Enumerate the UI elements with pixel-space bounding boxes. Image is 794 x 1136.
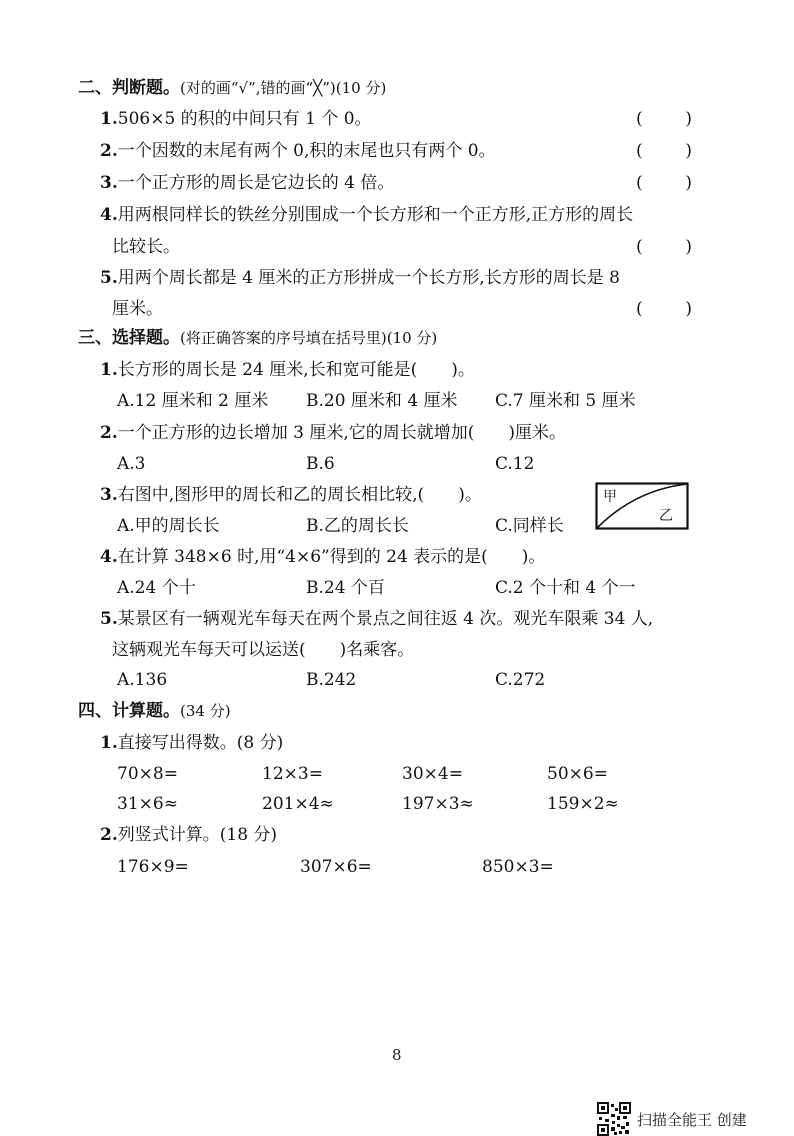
vertical-calc[interactable]: 850×3=: [482, 857, 554, 877]
direct-calc[interactable]: 70×8=: [117, 764, 178, 784]
option-a[interactable]: A.12 厘米和 2 厘米: [117, 391, 269, 411]
item-number: 1.: [100, 733, 118, 753]
option-c[interactable]: C.12: [495, 454, 535, 474]
section3-heading: [78, 327, 437, 349]
section2-title: 二、判断题。: [78, 78, 180, 98]
section4-title: 四、计算题。: [78, 701, 180, 721]
option-b[interactable]: B.242: [306, 670, 357, 690]
direct-calc[interactable]: 197×3≈: [402, 794, 474, 814]
paren-close: ): [685, 141, 692, 161]
direct-calc[interactable]: 50×6=: [547, 764, 608, 784]
option-b[interactable]: B.乙的周长长: [306, 516, 409, 536]
answer-parentheses-1[interactable]: [636, 108, 692, 130]
choice-item-5-continuation: 这辆观光车每天可以运送( )名乘客。: [112, 640, 415, 660]
option-c[interactable]: C.同样长: [495, 516, 564, 536]
item-number: 4.: [100, 547, 118, 567]
item-text: 某景区有一辆观光车每天在两个景点之间往返 4 次。观光车限乘 34 人,: [117, 609, 654, 629]
paren-close: ): [685, 173, 692, 193]
item-text: 列竖式计算。(18 分): [117, 825, 278, 845]
direct-calc[interactable]: 31×6≈: [117, 794, 178, 814]
item-number: 5.: [100, 268, 118, 288]
option-c[interactable]: C.7 厘米和 5 厘米: [495, 391, 636, 411]
option-a[interactable]: A.24 个十: [117, 578, 196, 598]
figure-label-yi: 乙: [659, 508, 673, 524]
item-number: 5.: [100, 609, 118, 629]
paren-open: (: [636, 299, 643, 319]
item-text: 右图中,图形甲的周长和乙的周长相比较,( )。: [117, 485, 482, 505]
answer-parentheses-5[interactable]: [636, 298, 692, 320]
item-text: 在计算 348×6 时,用“4×6”得到的 24 表示的是( )。: [117, 547, 546, 567]
figure-label-jia: 甲: [603, 489, 617, 505]
section4-heading: [78, 700, 231, 722]
watermark-text: 扫描全能王 创建: [637, 1110, 747, 1129]
paren-close: ): [685, 299, 692, 319]
answer-parentheses-3[interactable]: [636, 172, 692, 194]
answer-parentheses-2[interactable]: [636, 140, 692, 162]
rectangle-figure: [595, 482, 689, 530]
item-text: 用两个周长都是 4 厘米的正方形拼成一个长方形,长方形的周长是 8: [117, 268, 620, 288]
judge-item-4-continuation: 比较长。: [112, 237, 180, 257]
option-c[interactable]: C.2 个十和 4 个一: [495, 578, 636, 598]
judge-item-3: [100, 172, 394, 194]
section4-note: (34 分): [180, 702, 231, 720]
direct-calc[interactable]: 12×3=: [262, 764, 323, 784]
option-b[interactable]: B.6: [306, 454, 335, 474]
choice-item-5: [100, 608, 653, 630]
item-text: 用两根同样长的铁丝分别围成一个长方形和一个正方形,正方形的周长: [117, 205, 634, 225]
paren-close: ): [685, 237, 692, 257]
choice-item-4: [100, 546, 545, 568]
scanner-watermark: [597, 1102, 747, 1136]
choice-item-2: [100, 422, 566, 444]
direct-calc[interactable]: 30×4=: [402, 764, 463, 784]
option-b[interactable]: B.20 厘米和 4 厘米: [306, 391, 458, 411]
direct-calc[interactable]: 159×2≈: [547, 794, 619, 814]
qr-code-icon: [597, 1102, 631, 1136]
section2-note: (对的画“√”,错的画“╳”)(10 分): [180, 79, 387, 97]
option-a[interactable]: A.3: [117, 454, 146, 474]
item-number: 3.: [100, 173, 118, 193]
judge-item-1: [100, 108, 372, 130]
item-text: 长方形的周长是 24 厘米,长和宽可能是( )。: [117, 360, 475, 380]
item-number: 1.: [100, 360, 118, 380]
item-text: 一个正方形的周长是它边长的 4 倍。: [117, 173, 395, 193]
section3-title: 三、选择题。: [78, 328, 180, 348]
vertical-calc[interactable]: 176×9=: [117, 857, 189, 877]
paren-close: ): [685, 109, 692, 129]
choice-item-3: [100, 484, 482, 506]
answer-parentheses-4[interactable]: [636, 236, 692, 258]
calc-sub-1: [100, 732, 283, 754]
calc-sub-2: [100, 824, 277, 846]
item-text: 一个因数的末尾有两个 0,积的末尾也只有两个 0。: [117, 141, 496, 161]
judge-item-5-continuation: 厘米。: [112, 299, 163, 319]
item-number: 2.: [100, 141, 118, 161]
paren-open: (: [636, 237, 643, 257]
option-a[interactable]: A.甲的周长长: [117, 516, 220, 536]
judge-item-2: [100, 140, 496, 162]
item-number: 4.: [100, 205, 118, 225]
item-text: 一个正方形的边长增加 3 厘米,它的周长就增加( )厘米。: [117, 423, 567, 443]
item-number: 2.: [100, 423, 118, 443]
option-a[interactable]: A.136: [117, 670, 168, 690]
item-number: 2.: [100, 825, 118, 845]
vertical-calc[interactable]: 307×6=: [300, 857, 372, 877]
option-c[interactable]: C.272: [495, 670, 546, 690]
paren-open: (: [636, 141, 643, 161]
item-number: 1.: [100, 109, 118, 129]
direct-calc[interactable]: 201×4≈: [262, 794, 334, 814]
paren-open: (: [636, 173, 643, 193]
page-number: 8: [392, 1046, 402, 1064]
item-text: 506×5 的积的中间只有 1 个 0。: [117, 109, 372, 129]
judge-item-5: [100, 267, 620, 289]
paren-open: (: [636, 109, 643, 129]
section2-heading: [78, 77, 386, 99]
judge-item-4: [100, 204, 633, 226]
section3-note: (将正确答案的序号填在括号里)(10 分): [180, 329, 438, 347]
item-number: 3.: [100, 485, 118, 505]
choice-item-1: [100, 359, 475, 381]
option-b[interactable]: B.24 个百: [306, 578, 385, 598]
item-text: 直接写出得数。(8 分): [117, 733, 284, 753]
